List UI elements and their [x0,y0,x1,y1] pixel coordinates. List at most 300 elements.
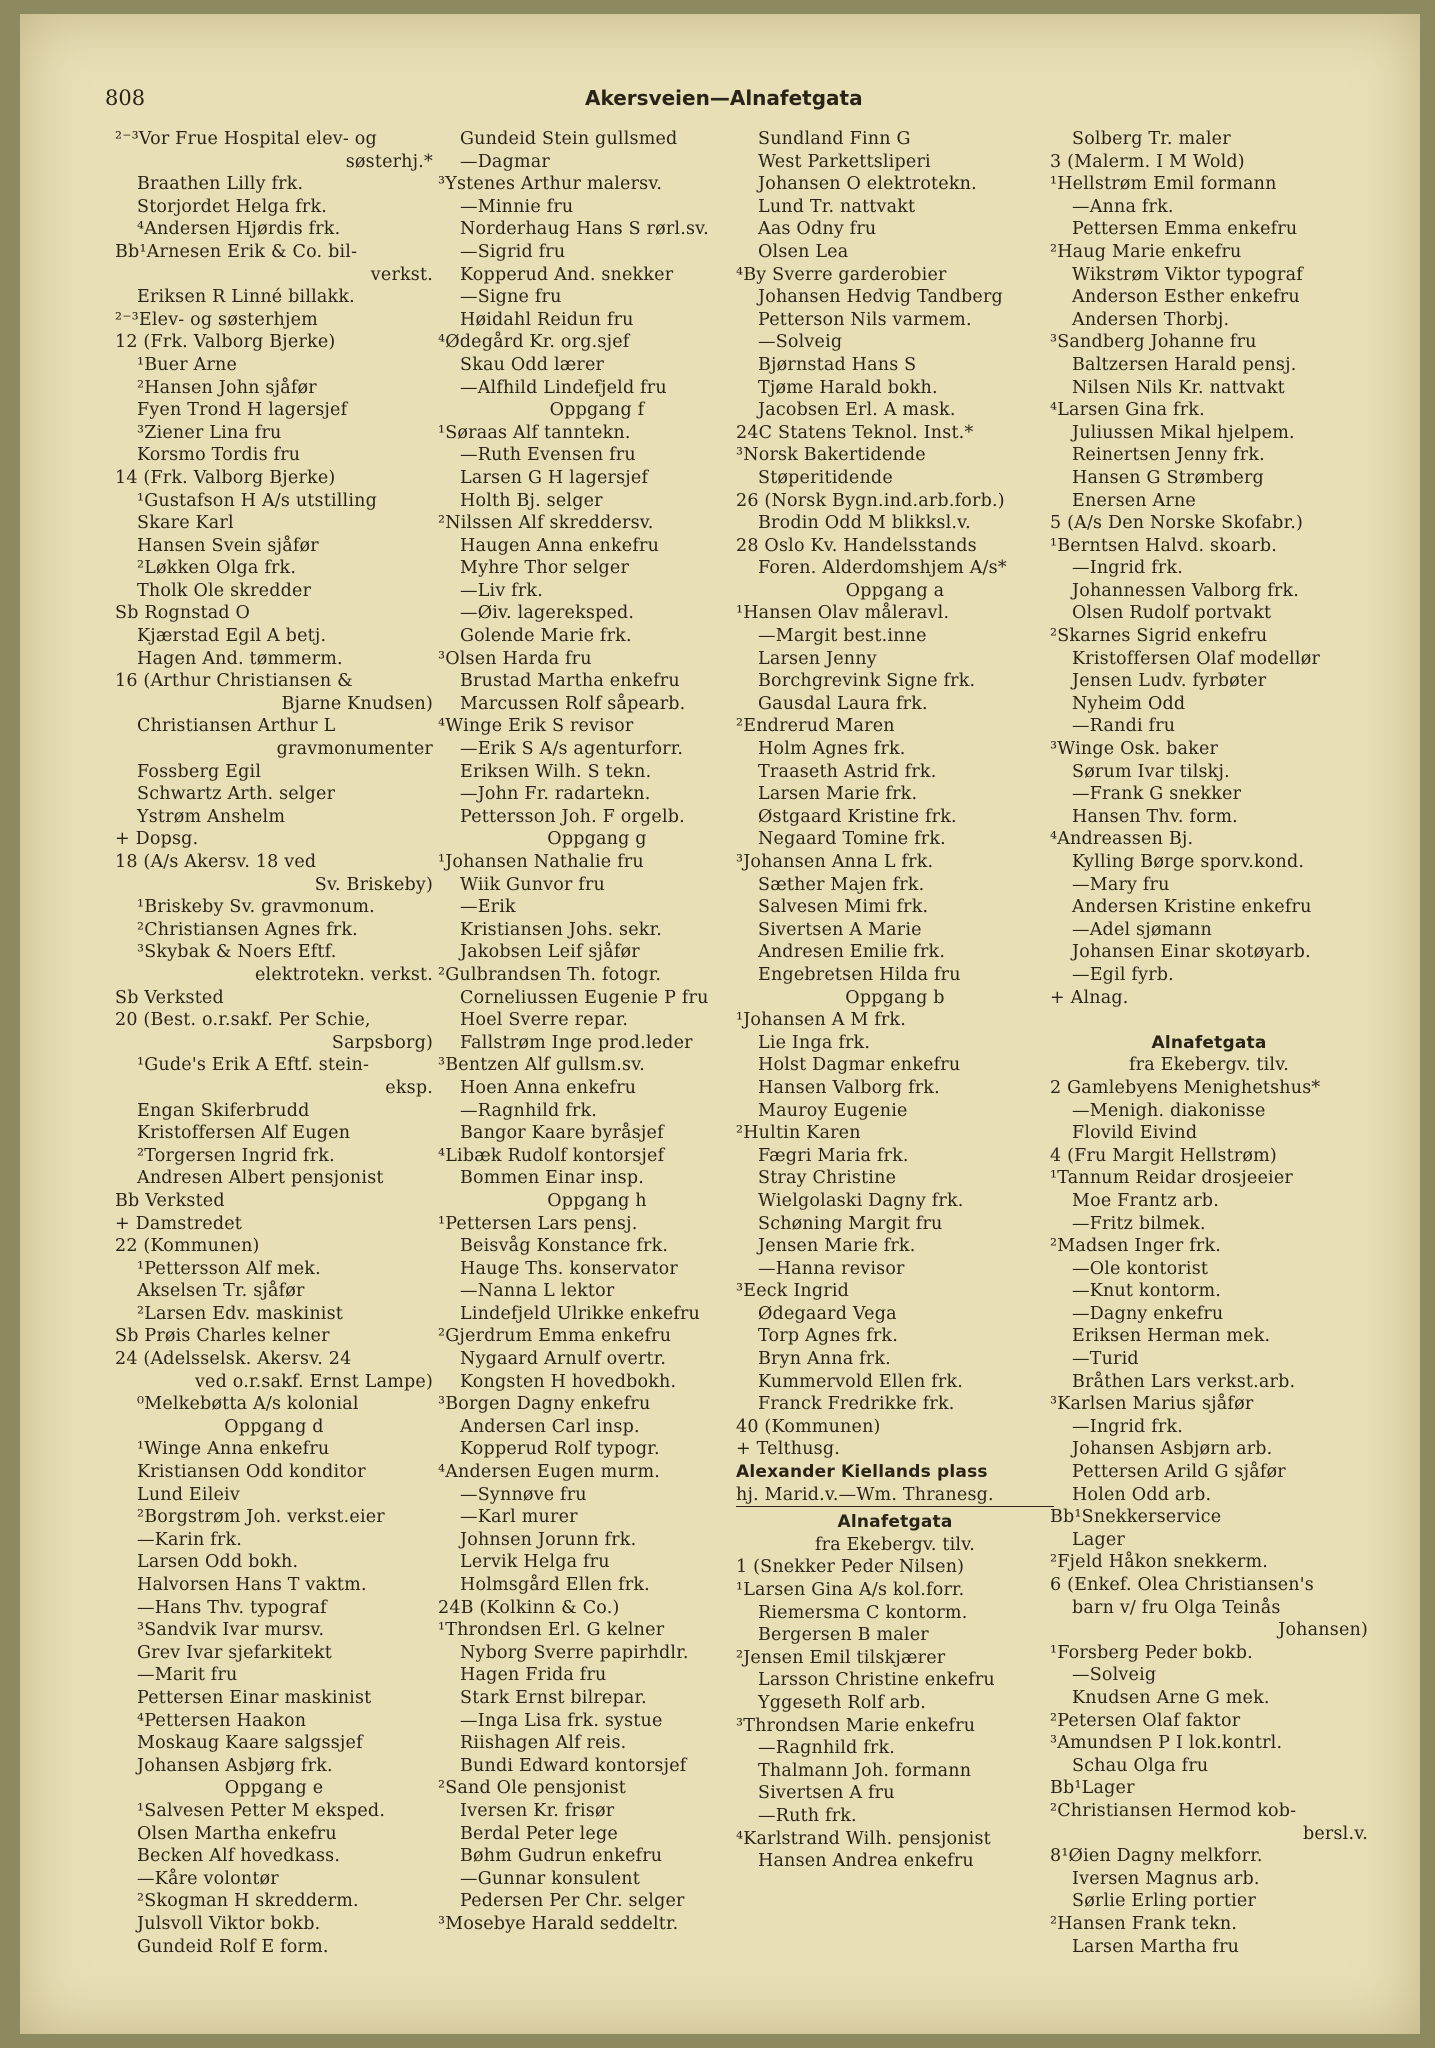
directory-entry: søsterhj.* [345,151,433,172]
directory-entry: ²Christiansen Hermod kob- [1050,1800,1297,1821]
directory-entry: Bråthen Lars verkst.arb. [1072,1371,1296,1392]
directory-entry: Larsen Marie frk. [758,784,918,805]
directory-entry: ⁴Andreassen Bj. [1050,829,1194,850]
directory-entry: —Dagmar [460,151,550,172]
directory-entry: ¹Hansen Olav måleravl. [736,603,950,624]
directory-entry: Jensen Ludv. fyrbøter [1072,671,1267,692]
directory-entry: Bb¹Snekkerservice [1050,1507,1222,1528]
directory-entry: ¹Berntsen Halvd. skoarb. [1050,535,1278,556]
directory-entry: Braathen Lilly frk. [137,174,304,195]
directory-entry: Sundland Finn G [758,129,911,149]
directory-entry: Holen Odd arb. [1072,1484,1212,1505]
directory-entry: Lund Tr. nattvakt [758,196,916,217]
directory-entry: Storjordet Helga frk. [137,196,328,217]
directory-entry: Riemersma C kontorm. [758,1602,968,1623]
directory-entry: Eriksen Herman mek. [1072,1326,1271,1347]
directory-entry: Holth Bj. selger [460,490,603,511]
directory-entry: verkst. [370,264,433,285]
directory-entry: —Ole kontorist [1072,1258,1209,1279]
directory-entry: Lie Inga frk. [758,1032,871,1053]
directory-entry: Kopperud And. snekker [460,264,674,285]
directory-entry: Franck Fredrikke frk. [758,1394,955,1415]
directory-entry: Oppgang f [549,400,645,421]
directory-entry: ¹Forsberg Peder bokb. [1050,1642,1253,1663]
directory-entry: Lindefjeld Ulrikke enkefru [460,1303,701,1324]
directory-entry: 26 (Norsk Bygn.ind.arb.forb.) [736,490,1005,511]
directory-entry: Ystrøm Anshelm [137,806,286,827]
directory-entry: ²Larsen Edv. maskinist [137,1303,344,1324]
directory-column-4 [1050,128,1368,1958]
directory-entry: ¹Gude's Erik A Eftf. stein- [137,1055,370,1076]
directory-entry: Kristoffersen Alf Eugen [137,1123,351,1144]
directory-entry: Enersen Arne [1072,490,1196,511]
directory-entry: Olsen Lea [758,241,849,262]
directory-entry: Flovild Eivind [1072,1123,1198,1144]
directory-entry: ³Sandberg Johanne fru [1050,332,1257,353]
directory-entry: ³Sandvik Ivar mursv. [137,1620,325,1641]
directory-entry: barn v/ fru Olga Teinås [1072,1597,1281,1618]
directory-entry: Lervik Helga fru [460,1552,610,1573]
directory-entry: Julsvoll Viktor bokb. [137,1913,321,1934]
directory-entry: —Dagny enkefru [1072,1303,1224,1324]
directory-entry: Berdal Peter lege [460,1823,618,1844]
directory-entry: Nilsen Nils Kr. nattvakt [1072,377,1285,398]
directory-entry: Sørlie Erling portier [1072,1891,1257,1912]
directory-entry: + Telthusg. [736,1439,841,1460]
directory-entry: Eriksen R Linné billakk. [137,287,355,308]
directory-entry: ³Skybak & Noers Eftf. [137,942,337,963]
directory-entry: Kummervold Ellen frk. [758,1371,964,1392]
directory-entry: —Adel sjømann [1072,919,1212,940]
directory-entry: Fossberg Egil [137,761,262,782]
directory-entry: Østgaard Kristine frk. [758,806,957,827]
directory-entry: Jakobsen Leif sjåfør [460,942,640,963]
directory-entry: —Nanna L lektor [460,1281,615,1302]
directory-entry: Moskaug Kaare salgssjef [137,1733,363,1754]
directory-entry: ²Løkken Olga frk. [137,558,297,579]
directory-entry: Nyborg Sverre papirhdlr. [460,1642,689,1663]
directory-entry: Hoel Sverre repar. [460,1010,629,1031]
directory-entry: ¹Buer Arne [137,354,238,375]
directory-entry: Andersen Thorbj. [1072,309,1230,330]
directory-entry: ved o.r.sakf. Ernst Lampe) [194,1371,433,1392]
directory-entry: Tjøme Harald bokh. [758,377,938,398]
directory-entry: Holmsgård Ellen frk. [460,1575,650,1595]
directory-entry: Oppgang d [224,1416,324,1437]
directory-entry: Gundeid Rolf E form. [137,1936,329,1957]
directory-entry: ¹Larsen Gina A/s kol.forr. [736,1580,965,1600]
directory-entry: ⁴Ødegård Kr. org.sjef [438,332,630,353]
page-number: 808 [105,86,146,110]
directory-entry: Mauroy Eugenie [758,1100,908,1121]
directory-entry: Ødegaard Vega [758,1303,897,1324]
page-header [105,86,1355,118]
directory-entry: Sb Rognstad O [115,603,251,624]
directory-entry: bersl.v. [1302,1823,1368,1844]
directory-entry: —Minnie fru [460,196,574,217]
directory-entry: ⁴Winge Erik S revisor [438,716,634,737]
directory-entry: ²⁻³Elev- og søsterhjem [115,309,318,330]
directory-entry: Borchgrevink Signe frk. [758,671,976,692]
directory-entry: ²Petersen Olaf faktor [1050,1710,1241,1731]
directory-entry: ²Hansen John sjåfør [137,377,317,398]
directory-entry: Pettersson Joh. F orgelb. [460,806,685,827]
directory-entry: ¹Pettersson Alf mek. [137,1258,321,1279]
directory-entry: —Ingrid frk. [1072,1416,1184,1437]
directory-entry: fra Ekebergv. tilv. [1128,1055,1290,1076]
directory-entry: Lager [1072,1529,1125,1550]
directory-entry: —Ragnhild frk. [758,1738,896,1759]
directory-entry: Andersen Kristine enkefru [1072,897,1312,918]
directory-entry: Hansen Svein sjåfør [137,535,319,556]
directory-entry: + Damstredet [115,1213,243,1234]
directory-entry: Sb Prøis Charles kelner [115,1326,330,1347]
directory-entry: Johansen Asbjørg frk. [137,1755,333,1776]
directory-entry: ³Johansen Anna L frk. [736,852,934,872]
directory-entry: Hagen And. tømmerm. [137,648,343,669]
directory-entry: Pedersen Per Chr. selger [460,1891,685,1912]
directory-entry: Bøhm Gudrun enkefru [460,1846,663,1867]
directory-entry: Salvesen Mimi frk. [758,897,929,918]
directory-entry: Sarpsborg) [331,1032,433,1053]
directory-entry: Johansen) [1278,1620,1368,1641]
directory-entry: Sæther Majen frk. [758,874,925,895]
directory-entry: Engebretsen Hilda fru [758,964,961,985]
directory-entry: ²Skarnes Sigrid enkefru [1050,626,1268,647]
directory-entry: Holm Agnes frk. [758,739,906,760]
directory-entry: —Turid [1072,1349,1139,1370]
directory-entry: ³Amundsen P I lok.kontrl. [1050,1733,1283,1754]
directory-entry: —Mary fru [1072,874,1170,895]
directory-entry: Norderhaug Hans S rørl.sv. [460,219,709,240]
directory-entry: Bjarne Knudsen) [281,693,433,714]
directory-entry: —Ragnhild frk. [460,1100,598,1121]
directory-entry: —Sigrid fru [460,241,566,262]
directory-entry: Torp Agnes frk. [758,1326,899,1347]
directory-entry: Fægri Maria frk. [758,1145,909,1166]
directory-entry: Lund Eileiv [137,1484,240,1505]
directory-entry: Pettersen Arild G sjåfør [1072,1462,1286,1483]
directory-entry: Olsen Rudolf portvakt [1072,603,1272,624]
directory-entry: Johansen Asbjørn arb. [1072,1439,1273,1460]
directory-entry: Larsen Odd bokh. [137,1552,299,1573]
directory-entry: —Frank G snekker [1072,784,1242,805]
directory-entry: Nyheim Odd [1072,693,1186,714]
directory-entry: ⁴Karlstrand Wilh. pensjonist [736,1828,991,1849]
directory-entry: —Ruth frk. [758,1805,857,1826]
directory-entry: + Dopsg. [115,829,199,850]
directory-entry: —Øiv. lagereksped. [460,603,635,624]
directory-entry: 14 (Frk. Valborg Bjerke) [115,467,336,488]
directory-entry: Oppgang h [547,1190,647,1211]
directory-entry: Iversen Magnus arb. [1072,1868,1260,1889]
directory-entry: —Anna frk. [1072,196,1174,217]
directory-entry: —Ingrid frk. [1072,558,1184,579]
directory-entry: Sivertsen A Marie [758,919,922,940]
directory-entry: Akselsen Tr. sjåfør [137,1281,305,1302]
directory-entry: Hauge Ths. konservator [460,1258,678,1279]
directory-entry: Sivertsen A fru [758,1783,895,1804]
directory-entry: Johansen Hedvig Tandberg [758,287,1003,308]
directory-entry: ²Endrerud Maren [736,716,895,737]
directory-entry: 4 (Fru Margit Hellstrøm) [1050,1145,1277,1166]
directory-entry: Bb¹Arnesen Erik & Co. bil- [115,241,358,262]
directory-entry: Hansen Andrea enkefru [758,1851,974,1872]
directory-entry: ⁴Larsen Gina frk. [1050,400,1205,421]
directory-entry: Reinertsen Jenny frk. [1072,445,1265,466]
directory-entry: Gausdal Laura frk. [758,693,928,714]
directory-entry: ³Karlsen Marius sjåfør [1050,1394,1254,1415]
directory-entry: Kristoffersen Olaf modellør [1072,648,1321,669]
directory-entry: Holst Dagmar enkefru [758,1055,961,1076]
directory-entry: —Erik [460,897,516,918]
directory-entry: Petterson Nils varmem. [758,309,972,330]
directory-entry: ⁴Andersen Hjørdis frk. [137,219,341,240]
directory-entry: Golende Marie frk. [460,626,632,647]
directory-entry: Thalmann Joh. formann [758,1760,972,1781]
directory-entry: Anderson Esther enkefru [1072,287,1300,308]
directory-entry: Becken Alf hovedkass. [137,1846,341,1867]
directory-entry: 24 (Adelsselsk. Akersv. 24 [115,1349,352,1370]
directory-entry: Johnsen Jorunn frk. [460,1529,637,1550]
directory-entry: ²Fjeld Håkon snekkerm. [1050,1552,1269,1573]
street-heading: Alnafetgata [837,1512,953,1533]
directory-entry: ³Throndsen Marie enkefru [736,1715,976,1736]
directory-entry: ²Borgstrøm Joh. verkst.eier [137,1507,385,1528]
directory-entry: ¹Johansen A M frk. [736,1010,907,1031]
directory-entry: Korsmo Tordis fru [137,445,301,466]
directory-entry: Traaseth Astrid frk. [758,761,937,782]
directory-entry: Beisvåg Konstance frk. [460,1236,669,1257]
directory-entry: Grev Ivar sjefarkitekt [137,1642,332,1663]
directory-entry: 24B (Kolkinn & Co.) [438,1597,620,1618]
directory-entry: —Menigh. diakonisse [1072,1100,1266,1121]
directory-entry: ⁴By Sverre garderobier [736,264,947,285]
directory-entry: Eriksen Wilh. S tekn. [460,761,652,782]
directory-entry: Kopperud Rolf typogr. [460,1439,660,1460]
directory-entry: Corneliussen Eugenie P fru [460,987,709,1008]
directory-entry: 1 (Snekker Peder Nilsen) [736,1557,965,1578]
directory-entry: —Hans Thv. typograf [137,1597,327,1618]
directory-entry: Kristiansen Johs. sekr. [460,919,662,940]
directory-entry: Bundi Edward kontorsjef [460,1755,687,1776]
directory-entry: Oppgang a [845,580,945,601]
directory-entry: Baltzersen Harald pensj. [1072,354,1297,375]
directory-entry: —Synnøve fru [460,1484,587,1505]
directory-entry: Oppgang b [845,987,945,1008]
directory-entry: ²Sand Ole pensjonist [438,1778,626,1799]
directory-entry: Fallstrøm Inge prod.leder [460,1032,693,1053]
directory-entry: ⁴Pettersen Haakon [137,1710,307,1731]
directory-entry: Negaard Tomine frk. [758,829,946,850]
directory-entry: Larsson Christine enkefru [758,1670,995,1691]
directory-column-3 [736,128,1054,1873]
directory-entry: ³Mosebye Harald seddeltr. [438,1913,679,1934]
directory-entry: Bommen Einar insp. [460,1168,644,1189]
directory-entry: —Fritz bilmek. [1072,1213,1206,1234]
directory-entry: Skare Karl [137,513,234,534]
directory-entry: 24C Statens Teknol. Inst.* [736,422,974,443]
directory-entry: Hagen Frida fru [460,1665,607,1686]
directory-entry: Andresen Albert pensjonist [137,1168,384,1189]
directory-entry: ³Ziener Lina fru [137,422,282,443]
directory-entry: —Signe fru [460,287,562,308]
directory-entry: —Inga Lisa frk. systue [460,1710,663,1731]
directory-entry: Andresen Emilie frk. [758,942,946,963]
directory-entry: ¹Tannum Reidar drosjeeier [1050,1168,1293,1189]
directory-entry: Bryn Anna frk. [758,1349,891,1370]
directory-entry: ³Olsen Harda fru [438,648,592,669]
directory-entry: ³Norsk Bakertidende [736,445,926,466]
directory-entry: Larsen Martha fru [1072,1936,1240,1957]
directory-entry: 18 (A/s Akersv. 18 ved [115,852,317,872]
directory-entry: ²Hansen Frank tekn. [1050,1913,1238,1934]
directory-entry: Hoen Anna enkefru [460,1077,637,1098]
directory-entry: ²Hultin Karen [736,1123,861,1144]
directory-entry: Moe Frantz arb. [1072,1190,1219,1211]
directory-entry: ¹Pettersen Lars pensj. [438,1213,638,1234]
directory-entry: —Liv frk. [460,580,543,601]
directory-entry: Riishagen Alf reis. [460,1733,627,1754]
directory-entry: Andersen Carl insp. [460,1416,640,1437]
directory-entry: ¹Søraas Alf tanntekn. [438,422,631,443]
directory-entry: fra Ekebergv. tilv. [814,1534,976,1555]
directory-entry: 8¹Øien Dagny melkforr. [1050,1846,1263,1867]
directory-entry: Schwartz Arth. selger [137,784,336,805]
directory-entry: ¹Johansen Nathalie fru [438,852,644,872]
directory-entry: Stark Ernst bilrepar. [460,1687,647,1708]
directory-entry: ²Jensen Emil tilskjærer [736,1647,946,1668]
directory-entry: Bb¹Lager [1050,1778,1135,1799]
directory-entry: ¹Salvesen Petter M eksped. [137,1800,386,1821]
directory-entry: —Solveig [1072,1665,1157,1686]
directory-entry: ²Christiansen Agnes frk. [137,919,358,940]
directory-entry: ²Torgersen Ingrid frk. [137,1145,335,1166]
directory-entry: Oppgang e [224,1778,324,1799]
directory-entry: Bergersen B maler [758,1625,929,1646]
directory-entry: Hansen G Strømberg [1072,467,1264,488]
directory-entry: elektrotekn. verkst. [254,964,433,985]
directory-entry: 28 Oslo Kv. Handelsstands [736,535,977,556]
directory-entry: Aas Odny fru [758,219,877,240]
directory-entry: —Egil fyrb. [1072,964,1174,985]
directory-entry: Yggeseth Rolf arb. [758,1692,927,1713]
page-title: Akersveien—Alnafetgata [585,86,863,110]
directory-entry: Johannessen Valborg frk. [1072,580,1300,601]
directory-entry: —Erik S A/s agenturforr. [460,739,684,760]
directory-entry: Kjærstad Egil A betj. [137,626,327,647]
directory-entry: Olsen Martha enkefru [137,1823,337,1844]
directory-entry: Juliussen Mikal hjelpem. [1072,422,1295,443]
directory-entry: Oppgang g [547,829,647,850]
directory-entry: ³Ystenes Arthur malersv. [438,174,663,195]
directory-entry: Haugen Anna enkefru [460,535,660,556]
directory-column-1 [115,128,433,1958]
directory-entry: Kristiansen Odd konditor [137,1462,366,1483]
directory-entry: Kongsten H hovedbokh. [460,1371,677,1392]
directory-entry: —Hanna revisor [758,1258,905,1279]
directory-entry: Brodin Odd M blikksl.v. [758,513,971,534]
directory-entry: 5 (A/s Den Norske Skofabr.) [1050,513,1304,534]
directory-entry: Wielgolaski Dagny frk. [758,1190,964,1211]
directory-entry: Sørum Ivar tilskj. [1072,761,1230,782]
directory-entry: Jacobsen Erl. A mask. [758,400,956,421]
directory-entry: 2 Gamlebyens Menighetshus* [1050,1077,1321,1098]
directory-entry: Foren. Alderdomshjem A/s* [758,558,1007,579]
directory-entry: Knudsen Arne G mek. [1072,1687,1270,1708]
directory-entry: ³Eeck Ingrid [736,1281,850,1302]
directory-entry: Støperitidende [758,467,893,488]
directory-entry: Fyen Trond H lagersjef [137,400,348,421]
directory-entry: Tholk Ole skredder [137,580,312,601]
directory-entry: Schøning Margit fru [758,1213,943,1234]
directory-entry: ²Haug Marie enkefru [1050,241,1242,262]
directory-entry: Brustad Martha enkefru [460,671,680,692]
directory-entry: 12 (Frk. Valborg Bjerke) [115,332,336,353]
directory-entry: ⁴Libæk Rudolf kontorsjef [438,1145,665,1166]
directory-entry: Myhre Thor selger [460,558,630,579]
directory-entry: + Alnag. [1050,987,1129,1008]
directory-entry [1050,1009,1368,1032]
directory-entry: Skau Odd lærer [460,354,605,375]
directory-entry: Johansen Einar skotøyarb. [1072,942,1311,963]
directory-entry: gravmonumenter [276,739,433,760]
directory-entry: ¹Briskeby Sv. gravmonum. [137,897,375,918]
directory-entry: —Randi fru [1072,716,1176,737]
directory-entry: Kylling Børge sporv.kond. [1072,852,1305,872]
directory-entry: —Margit best.inne [758,626,927,647]
directory-entry: Pettersen Einar maskinist [137,1687,372,1708]
directory-entry: —Solveig [758,332,843,353]
directory-entry: ³Bentzen Alf gullsm.sv. [438,1055,645,1076]
directory-entry: Iversen Kr. frisør [460,1800,615,1821]
directory-entry: ³Borgen Dagny enkefru [438,1394,651,1415]
directory-entry: —Marit fru [137,1665,238,1686]
directory-entry: —Alfhild Lindefjeld fru [460,377,667,398]
directory-entry: Gundeid Stein gullsmed [460,129,678,149]
directory-entry: ²Madsen Inger frk. [1050,1236,1222,1257]
directory-entry: 3 (Malerm. I M Wold) [1050,151,1245,172]
directory-entry: —Kåre volontør [137,1868,279,1889]
street-heading: Alexander Kiellands plass [736,1462,988,1483]
directory-entry: hj. Marid.v.—Wm. Thranesg. [736,1484,1054,1508]
directory-entry: ²Nilssen Alf skreddersv. [438,513,654,534]
directory-entry: Johansen O elektrotekn. [758,174,977,195]
directory-entry: West Parkettsliperi [758,151,931,172]
directory-entry: Halvorsen Hans T vaktm. [137,1575,367,1595]
directory-entry: Bjørnstad Hans S [758,354,917,375]
directory-entry: Nygaard Arnulf overtr. [460,1349,667,1370]
directory-entry: Pettersen Emma enkefru [1072,219,1298,240]
directory-entry: ¹Hellstrøm Emil formann [1050,174,1277,195]
directory-entry: ⁰Melkebøtta A/s kolonial [137,1394,359,1415]
directory-entry: Bb Verksted [115,1190,225,1211]
directory-entry: ³Winge Osk. baker [1050,739,1219,760]
directory-entry: Wiik Gunvor fru [460,874,606,895]
directory-entry: ¹Winge Anna enkefru [137,1439,330,1460]
directory-entry: ¹Throndsen Erl. G kelner [438,1620,665,1641]
directory-column-2 [438,128,756,1936]
directory-entry: 6 (Enkef. Olea Christiansen's [1050,1575,1314,1595]
directory-entry: 40 (Kommunen) [736,1416,881,1437]
directory-entry: —Karin frk. [137,1529,243,1550]
directory-entry: Høidahl Reidun fru [460,309,634,330]
directory-entry: ²Gjerdrum Emma enkefru [438,1326,672,1347]
directory-entry: Bangor Kaare byråsjef [460,1123,664,1144]
directory-entry: Sv. Briskeby) [314,874,433,895]
directory-entry: Larsen Jenny [758,648,877,669]
directory-entry: —Gunnar konsulent [460,1868,640,1889]
